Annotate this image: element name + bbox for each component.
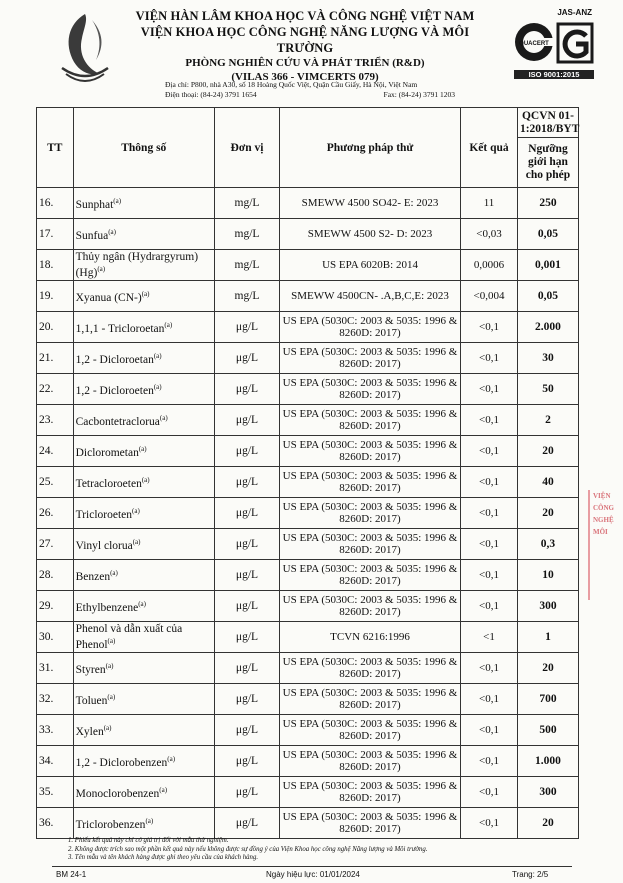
param-name: Tricloroeten: [75, 508, 133, 521]
cell-tt: 28.: [37, 560, 74, 591]
param-name: Sunfua: [75, 229, 109, 242]
cell-tt: 20.: [37, 312, 74, 343]
param-name: 1,2 - Dicloroeten: [75, 384, 154, 397]
cell-result: <0,1: [461, 746, 518, 777]
cell-unit: μg/L: [214, 591, 279, 622]
cell-method: US EPA (5030C: 2003 & 5035: 1996 & 8260D: 2017): [280, 374, 461, 405]
accreditation-mark: (a): [159, 414, 168, 423]
cell-method: SMEWW 4500 SO42- E: 2023: [280, 188, 461, 219]
table-row: [37, 715, 579, 746]
cell-result: <1: [461, 622, 518, 653]
cell-limit: 250: [517, 188, 578, 219]
accreditation-mark: (a): [110, 569, 118, 578]
table-row: [37, 684, 579, 715]
cell-method: US EPA (5030C: 2003 & 5035: 1996 & 8260D: 2017): [280, 591, 461, 622]
cell-unit: μg/L: [214, 467, 279, 498]
cell-limit: 500: [517, 715, 578, 746]
accreditation-mark: (a): [107, 637, 116, 646]
institute-logo-icon: [56, 10, 114, 82]
cell-unit: μg/L: [214, 808, 279, 839]
cell-result: <0,1: [461, 591, 518, 622]
cell-limit: 40: [517, 467, 578, 498]
cell-limit: 0,05: [517, 219, 578, 250]
param-name: Ethylbenzene: [75, 601, 139, 614]
table-row: [37, 343, 579, 374]
header-result: Kết quả: [461, 108, 518, 188]
cell-tt: 35.: [37, 777, 74, 808]
cell-unit: μg/L: [214, 653, 279, 684]
results-table-body: [37, 188, 579, 839]
cell-limit: 2.000: [517, 312, 578, 343]
cell-limit: 20: [517, 498, 578, 529]
cell-limit: 20: [517, 808, 578, 839]
accreditation-mark: (a): [141, 476, 150, 485]
page-number: Trang: 2/5: [512, 870, 549, 879]
cell-method: US EPA (5030C: 2003 & 5035: 1996 & 8260D: 2017): [280, 467, 461, 498]
cell-method: US EPA (5030C: 2003 & 5035: 1996 & 8260D: 2017): [280, 746, 461, 777]
table-row: [37, 250, 579, 281]
cell-tt: 21.: [37, 343, 74, 374]
footer-divider: [52, 866, 572, 867]
cell-result: <0,1: [461, 312, 518, 343]
cell-limit: 1: [517, 622, 578, 653]
cell-method: US EPA (5030C: 2003 & 5035: 1996 & 8260D: 2017): [280, 436, 461, 467]
header-line-1: VIỆN HÀN LÂM KHOA HỌC VÀ CÔNG NGHỆ VIỆT NAM: [135, 9, 475, 23]
cell-tt: 25.: [37, 467, 74, 498]
table-row: [37, 188, 579, 219]
cell-param: [73, 529, 214, 560]
fax-text: Fax: (84-24) 3791 1203: [383, 89, 455, 99]
param-name: 1,2 - Dicloroetan: [75, 353, 154, 366]
table-row: [37, 746, 579, 777]
cell-result: <0,004: [461, 281, 518, 312]
cell-limit: 0,001: [517, 250, 578, 281]
accreditation-mark: (a): [145, 817, 154, 826]
cell-limit: 50: [517, 374, 578, 405]
table-row: [37, 374, 579, 405]
cell-param: [73, 312, 214, 343]
cell-method: US EPA (5030C: 2003 & 5035: 1996 & 8260D: 2017): [280, 715, 461, 746]
cell-result: <0,1: [461, 374, 518, 405]
address-text: Địa chỉ: P800, nhà A30, số 18 Hoàng Quốc Việt, Quận Cầu Giấy, Hà Nội, Việt Nam: [165, 80, 418, 89]
param-name: Sunphat: [75, 198, 114, 211]
cell-tt: 30.: [37, 622, 74, 653]
header-line-2: VIỆN KHOA HỌC CÔNG NGHỆ NĂNG LƯỢNG VÀ MÔI TRƯỜNG: [140, 25, 470, 55]
iso-label: ISO 9001:2015: [514, 70, 594, 79]
address-block: [165, 80, 495, 99]
cell-tt: 18.: [37, 250, 74, 281]
table-row: [37, 591, 579, 622]
cell-unit: μg/L: [214, 312, 279, 343]
cell-result: <0,1: [461, 808, 518, 839]
accreditation-mark: (a): [164, 321, 173, 330]
accreditation-mark: (a): [113, 197, 122, 206]
table-row: [37, 436, 579, 467]
accreditation-mark: (a): [108, 228, 116, 237]
cell-result: <0,1: [461, 343, 518, 374]
header-method: Phương pháp thử: [280, 108, 461, 188]
certification-logos: [512, 8, 596, 80]
cell-tt: 27.: [37, 529, 74, 560]
cell-param: [73, 281, 214, 312]
param-name: 1,2 - Diclorobenzen: [75, 756, 168, 769]
cell-limit: 1.000: [517, 746, 578, 777]
accreditation-mark: (a): [138, 445, 147, 454]
table-row: [37, 467, 579, 498]
table-row: [37, 622, 579, 653]
param-name: Phenol và dẫn xuất của Phenol: [75, 623, 183, 651]
cell-tt: 32.: [37, 684, 74, 715]
cell-method: US EPA (5030C: 2003 & 5035: 1996 & 8260D: 2017): [280, 312, 461, 343]
header-tt: TT: [37, 108, 74, 188]
footnote-2: 2. Không được trích sao một phần kết quả này nếu không được sự đồng ý của Viện Khoa học công nghệ Năng lượng và Môi trường.: [68, 845, 428, 853]
cell-unit: μg/L: [214, 405, 279, 436]
cell-limit: 20: [517, 436, 578, 467]
header-line-3: PHÒNG NGHIÊN CỨU VÀ PHÁT TRIỂN (R&D): [185, 57, 425, 69]
cell-param: [73, 405, 214, 436]
header-unit: Đơn vị: [214, 108, 279, 188]
cell-unit: μg/L: [214, 436, 279, 467]
accreditation-mark: (a): [103, 724, 112, 733]
cell-unit: μg/L: [214, 374, 279, 405]
cell-param: [73, 343, 214, 374]
cell-param: [73, 467, 214, 498]
cell-param: [73, 219, 214, 250]
accreditation-mark: (a): [138, 600, 146, 609]
cell-limit: 700: [517, 684, 578, 715]
cell-unit: μg/L: [214, 529, 279, 560]
cell-method: US EPA (5030C: 2003 & 5035: 1996 & 8260D: 2017): [280, 777, 461, 808]
param-name: Vinyl clorua: [75, 539, 133, 552]
table-row: [37, 653, 579, 684]
header-limit: Ngưỡng giới hạn cho phép: [517, 138, 578, 188]
cell-unit: μg/L: [214, 498, 279, 529]
cell-unit: μg/L: [214, 746, 279, 777]
footnote-1: 1. Phiếu kết quả này chỉ có giá trị đối với mẫu thử nghiệm.: [68, 837, 229, 844]
cell-limit: 2: [517, 405, 578, 436]
accreditation-mark: (a): [153, 352, 162, 361]
cell-result: <0,1: [461, 684, 518, 715]
param-name: Monoclorobenzen: [75, 787, 160, 800]
form-code: BM 24-1: [56, 870, 87, 879]
cell-method: US EPA (5030C: 2003 & 5035: 1996 & 8260D: 2017): [280, 684, 461, 715]
accreditation-mark: (a): [153, 383, 162, 392]
cell-unit: μg/L: [214, 715, 279, 746]
table-row: [37, 405, 579, 436]
quacert-text: QUACERT: [519, 41, 549, 47]
cell-method: US EPA (5030C: 2003 & 5035: 1996 & 8260D: 2017): [280, 405, 461, 436]
cell-tt: 23.: [37, 405, 74, 436]
header-param: Thông số: [73, 108, 214, 188]
cell-result: <0,1: [461, 467, 518, 498]
cell-unit: mg/L: [214, 281, 279, 312]
cell-result: <0,1: [461, 715, 518, 746]
param-name: Benzen: [75, 570, 111, 583]
cell-tt: 26.: [37, 498, 74, 529]
document-header: [0, 0, 607, 105]
accreditation-mark: (a): [105, 662, 114, 671]
param-name: Xyanua (CN-): [75, 291, 142, 304]
phone-text: Điện thoại: (84-24) 3791 1654: [165, 89, 257, 99]
table-row: [37, 281, 579, 312]
cell-limit: 0,3: [517, 529, 578, 560]
cell-unit: mg/L: [214, 250, 279, 281]
cell-limit: 300: [517, 591, 578, 622]
cell-result: <0,1: [461, 560, 518, 591]
cell-tt: 19.: [37, 281, 74, 312]
cell-param: [73, 560, 214, 591]
cell-method: US EPA (5030C: 2003 & 5035: 1996 & 8260D: 2017): [280, 498, 461, 529]
cell-result: <0,1: [461, 436, 518, 467]
cell-method: US EPA (5030C: 2003 & 5035: 1996 & 8260D: 2017): [280, 808, 461, 839]
table-row: [37, 219, 579, 250]
cell-tt: 29.: [37, 591, 74, 622]
cell-tt: 22.: [37, 374, 74, 405]
cell-result: <0,1: [461, 498, 518, 529]
accreditation-mark: (a): [159, 786, 168, 795]
cell-limit: 20: [517, 653, 578, 684]
cell-tt: 24.: [37, 436, 74, 467]
cell-unit: μg/L: [214, 777, 279, 808]
table-row: [37, 777, 579, 808]
cell-tt: 33.: [37, 715, 74, 746]
footnote-3: 3. Tên mẫu và tên khách hàng được ghi theo yêu cầu của khách hàng.: [68, 854, 259, 861]
footnotes: [68, 837, 548, 863]
accreditation-mark: (a): [97, 265, 106, 274]
cell-param: [73, 684, 214, 715]
cell-param: [73, 715, 214, 746]
cell-param: [73, 622, 214, 653]
cell-method: US EPA (5030C: 2003 & 5035: 1996 & 8260D: 2017): [280, 653, 461, 684]
cell-method: US EPA 6020B: 2014: [280, 250, 461, 281]
param-name: Tetracloroeten: [75, 477, 142, 490]
accreditation-mark: (a): [167, 755, 176, 764]
cell-param: [73, 498, 214, 529]
param-name: Thủy ngân (Hydrargyrum) (Hg): [75, 251, 199, 279]
cell-unit: mg/L: [214, 219, 279, 250]
cell-result: 11: [461, 188, 518, 219]
cell-unit: μg/L: [214, 343, 279, 374]
accreditation-mark: (a): [107, 693, 116, 702]
quacert-logo-icon: [512, 14, 596, 76]
cell-param: [73, 374, 214, 405]
param-name: Styren: [75, 663, 106, 676]
cell-method: US EPA (5030C: 2003 & 5035: 1996 & 8260D: 2017): [280, 343, 461, 374]
cell-limit: 10: [517, 560, 578, 591]
cell-result: <0,03: [461, 219, 518, 250]
cell-tt: 34.: [37, 746, 74, 777]
cell-method: SMEWW 4500CN- .A,B,C,E: 2023: [280, 281, 461, 312]
header-line-4: (VILAS 366 - VIMCERTS 079): [231, 71, 379, 83]
accreditation-mark: (a): [141, 290, 150, 299]
cell-method: SMEWW 4500 S2- D: 2023: [280, 219, 461, 250]
cell-result: 0,0006: [461, 250, 518, 281]
cell-unit: μg/L: [214, 622, 279, 653]
cell-method: TCVN 6216:1996: [280, 622, 461, 653]
cell-limit: 30: [517, 343, 578, 374]
cell-param: [73, 746, 214, 777]
param-name: Toluen: [75, 694, 108, 707]
param-name: Triclorobenzen: [75, 818, 146, 831]
param-name: Xylen: [75, 725, 104, 738]
cell-unit: μg/L: [214, 684, 279, 715]
results-table: [36, 107, 579, 839]
cell-param: [73, 591, 214, 622]
effective-date: Ngày hiệu lực: 01/01/2024: [266, 870, 360, 879]
header-qcvn: QCVN 01-1:2018/BYT: [517, 108, 578, 138]
cell-param: [73, 777, 214, 808]
param-name: Cacbontetraclorua: [75, 415, 160, 428]
cell-param: [73, 436, 214, 467]
cell-tt: 36.: [37, 808, 74, 839]
accreditation-mark: (a): [132, 538, 141, 547]
cell-result: <0,1: [461, 777, 518, 808]
red-stamp: VIỆN CÔNG NGHỆ MÔI: [588, 490, 623, 600]
cell-tt: 17.: [37, 219, 74, 250]
cell-unit: mg/L: [214, 188, 279, 219]
cell-unit: μg/L: [214, 560, 279, 591]
table-row: [37, 498, 579, 529]
cell-tt: 31.: [37, 653, 74, 684]
cell-method: US EPA (5030C: 2003 & 5035: 1996 & 8260D: 2017): [280, 560, 461, 591]
cell-result: <0,1: [461, 529, 518, 560]
cell-result: <0,1: [461, 405, 518, 436]
accreditation-mark: (a): [132, 507, 140, 516]
cell-limit: 300: [517, 777, 578, 808]
table-row: [37, 560, 579, 591]
table-row: [37, 312, 579, 343]
cell-limit: 0,05: [517, 281, 578, 312]
table-row: [37, 808, 579, 839]
jas-anz-label: JAS-ANZ: [557, 8, 592, 17]
cell-param: [73, 188, 214, 219]
param-name: 1,1,1 - Tricloroetan: [75, 322, 165, 335]
cell-tt: 16.: [37, 188, 74, 219]
cell-result: <0,1: [461, 653, 518, 684]
cell-param: [73, 808, 214, 839]
cell-method: US EPA (5030C: 2003 & 5035: 1996 & 8260D: 2017): [280, 529, 461, 560]
param-name: Diclorometan: [75, 446, 139, 459]
table-row: [37, 529, 579, 560]
cell-param: [73, 653, 214, 684]
cell-param: [73, 250, 214, 281]
